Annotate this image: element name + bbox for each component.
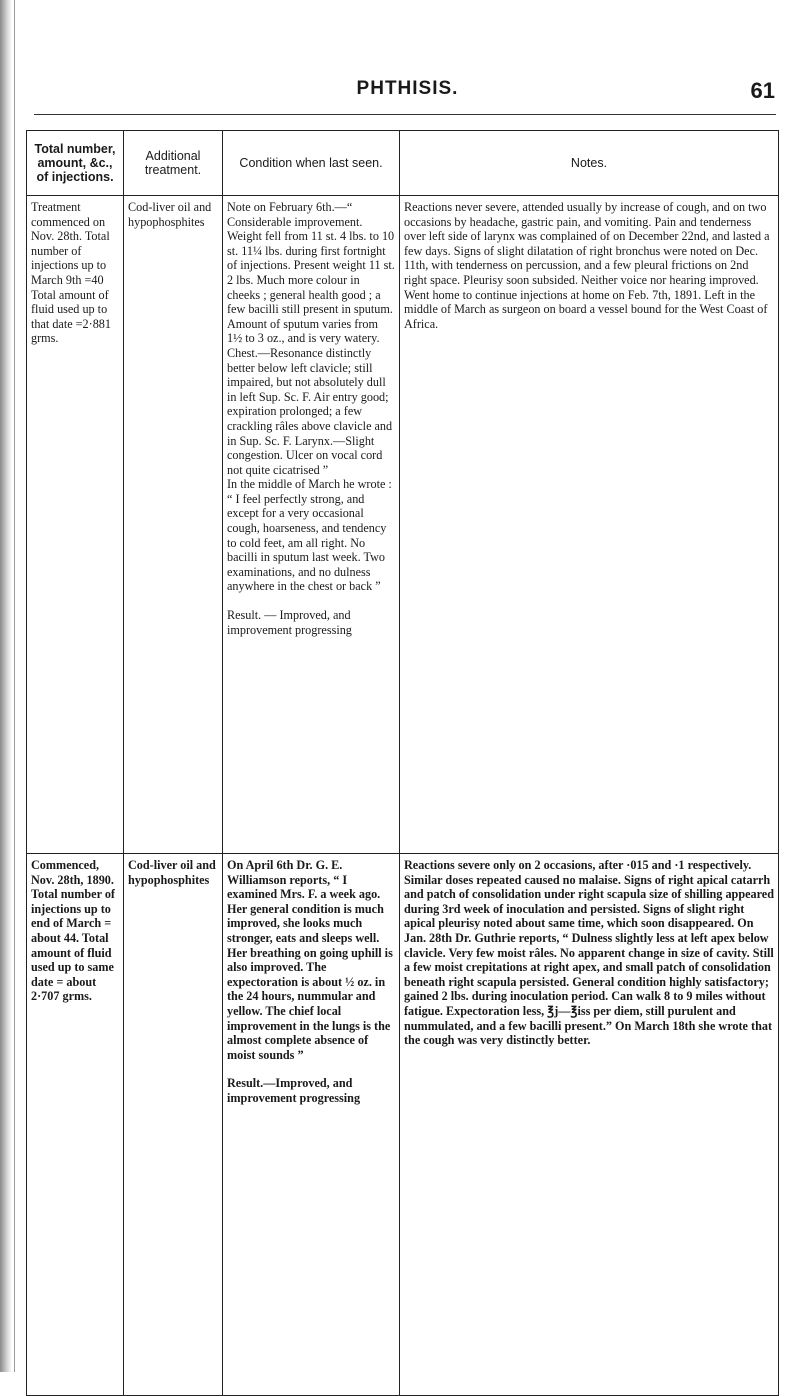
condition-cell bbox=[223, 854, 400, 1396]
injections-cell: Commenced, Nov. 28th, 1890. Total number of injections up to end of March = about 44. Total amount of fluid used up to same date = about 2·707 grms. bbox=[27, 854, 124, 1396]
col-header-notes: Notes. bbox=[400, 131, 779, 196]
page-binding-edge bbox=[14, 0, 15, 1372]
table-row bbox=[27, 854, 779, 1396]
condition-paragraph: Note on February 6th.—“ Considerable improvement. Weight fell from 11 st. 4 lbs. to 10 st. 11¼ lbs. during first fortnight of injections. Present weight 11 st. 2 lbs. Much more colour in cheeks ; general health good ; a few bacilli still present in sputum. Amount of sputum varies from 1½ to 3 oz., and is very watery. Chest.—Resonance distinctly better below left clavicle; still impaired, but not absolutely dull in left Sup. Sc. F. Air entry good; expiration prolonged; a few crackling râles above clavicle and in Sup. Sc. F. Larynx.—Slight congestion. Ulcer on vocal cord not quite cicatrised ” bbox=[227, 200, 395, 477]
additional-treatment-cell: Cod-liver oil and hypophosphites bbox=[124, 196, 223, 854]
result-paragraph: Result. — Improved, and improvement progressing bbox=[227, 608, 352, 637]
condition-cell bbox=[223, 196, 400, 854]
page-binding-shadow bbox=[0, 0, 12, 1372]
condition-paragraph: On April 6th Dr. G. E. Williamson reports, “ I examined Mrs. F. a week ago. Her general condition is much improved, she looks much stronger, eats and sleeps well. Her breathing on going uphill is also improved. The expectoration is about ½ oz. in the 24 hours, nummular and yellow. The chief local improvement in the lungs is the almost complete absence of moist sounds ” bbox=[227, 858, 393, 1062]
notes-cell: Reactions severe only on 2 occasions, after ·015 and ·1 respectively. Similar doses repeated caused no malaise. Signs of right apical catarrh and patch of consolidation under right scapula size of shilling appeared during 3rd week of inoculation and persisted. Signs of slight right apical pleurisy noted about same time, which soon disappeared. On Jan. 28th Dr. Guthrie reports, “ Dulness slightly less at left apex below clavicle. Very few moist râles. No apparent change in size of cavity. Still a few moist crepitations at right apex, and small patch of consolidation beneath right scapula persisted. General condition highly satisfactory; gained 2 lbs. during inoculation period. Can walk 8 to 9 miles without fatigue. Expectoration less, ℥j—℥iss per diem, still purulent and nummulated, and a few bacilli present.” On March 18th she wrote that the cough was very distinctly better. bbox=[400, 854, 779, 1396]
col-header-condition: Condition when last seen. bbox=[223, 131, 400, 196]
col-header-additional-treatment: Additional treatment. bbox=[124, 131, 223, 196]
paragraph-gap bbox=[227, 1062, 395, 1076]
case-table bbox=[26, 130, 779, 1396]
col-header-injections: Total number, amount, &c., of injections. bbox=[27, 131, 124, 196]
page-header bbox=[40, 78, 775, 102]
notes-cell: Reactions never severe, attended usually by increase of cough, and on two occasions by headache, gastric pain, and vomiting. Pain and tenderness over left side of larynx was complained of on December 22nd, and lasted a few days. Signs of slight dilatation of right bronchus were noted on Dec. 11th, with tenderness on percussion, and a few pleural frictions on 2nd right space. Pleurisy soon subsided. Neither voice nor hearing improved. Went home to continue injections at home on Feb. 7th, 1891. Left in the middle of March as surgeon on board a vessel bound for the West Coast of Africa. bbox=[400, 196, 779, 854]
additional-treatment-cell: Cod-liver oil and hypophosphites bbox=[124, 854, 223, 1396]
condition-paragraph: In the middle of March he wrote : “ I feel perfectly strong, and except for a very occasional cough, hoarseness, and tendency to cold feet, am all right. No bacilli in sputum last week. Two examinations, and no dulness anywhere in the chest or back ” bbox=[227, 477, 392, 594]
injections-cell: Treatment commenced on Nov. 28th. Total number of injections up to March 9th =40 Total amount of fluid used up to that date =2·881 grms. bbox=[27, 196, 124, 854]
result-paragraph: Result.—Improved, and improvement progressing bbox=[227, 1076, 361, 1105]
table-row bbox=[27, 196, 779, 854]
table-header-row bbox=[27, 131, 779, 196]
running-title: PHTHISIS. bbox=[356, 78, 459, 99]
paragraph-gap bbox=[227, 594, 395, 608]
page-number: 61 bbox=[750, 78, 775, 103]
header-rule bbox=[34, 114, 776, 115]
